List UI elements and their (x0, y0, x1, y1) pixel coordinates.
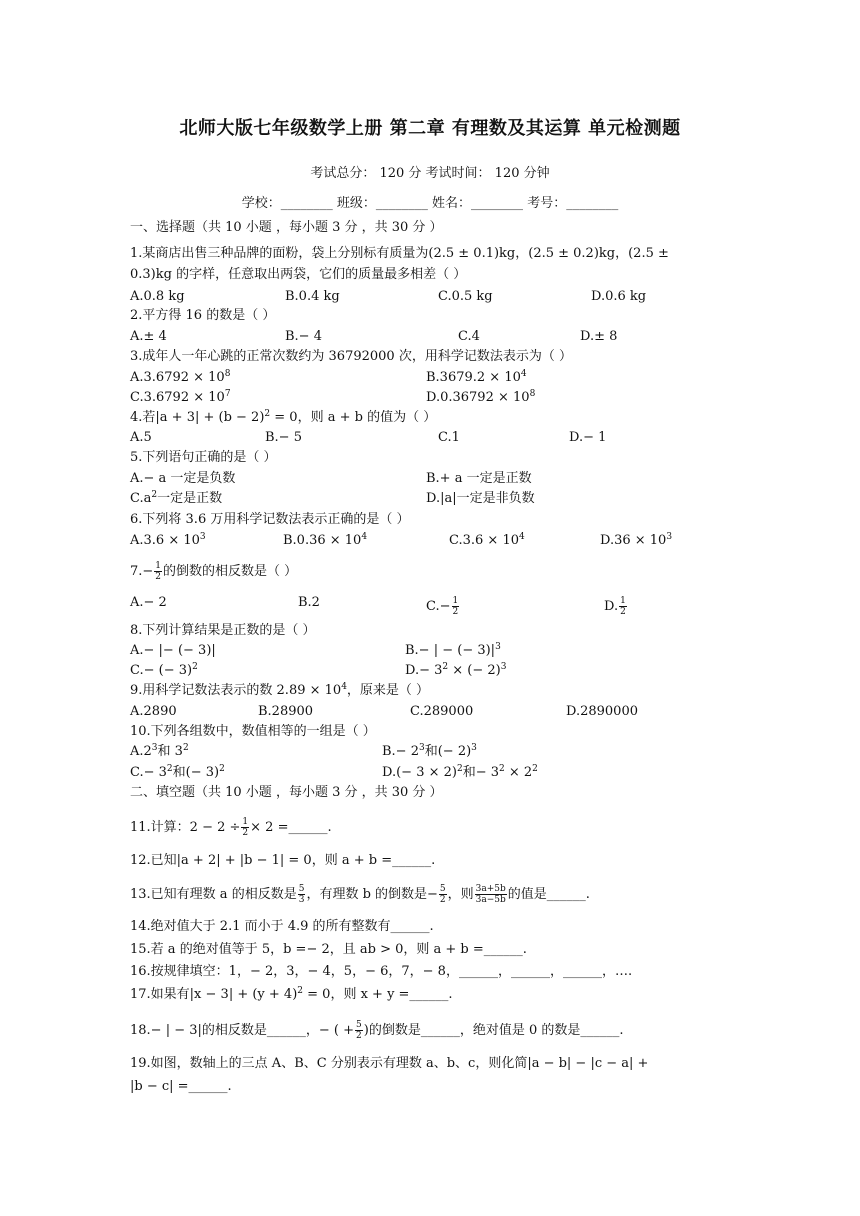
q7-fraction: $\frac{1}{2}$ (155, 561, 162, 582)
q19-line1: 19.如图，数轴上的三点 A、B、C 分别表示有理数 a、b、c，则化简|a − b| − |c − a| + (130, 1056, 649, 1071)
q8-option-c: C.− (− 3)$^2$ (130, 662, 198, 678)
q11-fraction: $\frac{1}{2}$ (242, 817, 249, 838)
section-heading-fill: 二、填空题（共 10 小题 ，每小题 3 分 ，共 30 分 ） (130, 785, 443, 800)
q12: 12.已知|a + 2| + |b − 1| = 0，则 a + b =______. (130, 853, 436, 868)
q13-fraction-3: $\frac{3a+5b}{3a-5b}$ (475, 884, 506, 905)
q10-option-c: $C.- 3^2$和(− 3)$^2$ (130, 764, 225, 780)
q4-option-a: A.5 (130, 430, 152, 445)
q16: 16.按规律填空：1，− 2，3，− 4，5，− 6，7，− 8，______，______，______，…. (130, 964, 633, 979)
q9-option-c: C.289000 (410, 704, 474, 719)
q8-option-a: A.− |− (− 3)| (130, 643, 216, 658)
q3-option-a: $A.3.6792 \times 10^8$ (130, 369, 231, 385)
q2-option-c: C.4 (458, 329, 480, 344)
q4-option-b: B.− 5 (265, 430, 302, 445)
q7-option-c: C.− $\frac{1}{2}$ (426, 596, 459, 617)
q7-option-b: B.2 (298, 595, 320, 610)
q1-option-b: B.0.4 kg (285, 289, 340, 304)
q8-option-b: B.− | − (− $3)|^3$ (405, 642, 501, 658)
q6-option-a: $A.3.6 \times 10^3$ (130, 532, 206, 548)
q1-stem-line1: 1.某商店出售三种品牌的面粉，袋上分别标有质量为(2.5 ± 0.1)kg，(2.5 ± 0.2)kg，(2.5 ± (130, 246, 669, 261)
q7-option-d-fraction: $\frac{1}{2}$ (620, 596, 626, 617)
q18-fraction: $\frac{5}{2}$ (356, 1020, 362, 1041)
q3-option-b: $B.3679.2 \times 10^4$ (426, 369, 527, 385)
q7-option-d: D. $\frac{1}{2}$ (604, 596, 626, 617)
q6-stem: 6.下列将 3.6 万用科学记数法表示正确的是（ ） (130, 512, 410, 527)
q7-option-c-fraction: $\frac{1}{2}$ (452, 596, 459, 617)
q8-stem: 8.下列计算结果是正数的是（ ） (130, 623, 316, 638)
q4-option-c: C.1 (438, 430, 460, 445)
q17: 17.如果有$|x - 3| + (y + 4)^2 = 0$，则 x + y =______. (130, 986, 453, 1002)
q9-option-a: A.2890 (130, 704, 177, 719)
q3-option-d: $D.0.36792 \times 10^8$ (426, 389, 536, 405)
q5-option-d: D.|a|一定是非负数 (426, 491, 535, 506)
q19-line2: |b − c| =______. (130, 1079, 232, 1094)
q5-option-a: A.− a 一定是负数 (130, 471, 236, 486)
q4-stem: 4.若$|a + 3| + (b - 2)^2 = 0$，则 a + b 的值为（ ） (130, 409, 437, 425)
q2-option-d: D.± 8 (580, 329, 618, 344)
q5-option-b: B.+ a 一定是正数 (426, 471, 532, 486)
q13: 13.已知有理数 a 的相反数是 $\frac{5}{3}$ ，有理数 b 的倒数是− $\frac{5}{2}$ ，则 $\frac{3a+5b}{3a-5b}$ 的值是______. (130, 884, 590, 905)
q2-option-b: B.− 4 (285, 329, 322, 344)
q1-option-c: C.0.5 kg (438, 289, 493, 304)
q1-option-d: D.0.6 kg (591, 289, 647, 304)
q1-stem-line2: 0.3)kg 的字样，任意取出两袋，它们的质量最多相差（ ） (130, 267, 467, 282)
q5-stem: 5.下列语句正确的是（ ） (130, 450, 277, 465)
q1-option-a: A.0.8 kg (130, 289, 185, 304)
q3-option-c: $C.3.6792 \times 10^7$ (130, 389, 231, 405)
q4-option-d: D.− 1 (569, 430, 607, 445)
q9-option-b: B.28900 (258, 704, 314, 719)
q6-option-d: $D.36 \times 10^3$ (600, 532, 673, 548)
q14: 14.绝对值大于 2.1 而小于 4.9 的所有整数有______. (130, 919, 434, 934)
q11: 11.计算：2 − 2 ÷ $\frac{1}{2}$ × 2 =______. (130, 817, 332, 838)
q15: 15.若 a 的绝对值等于 5，b =− 2，且 ab > 0，则 a + b =______. (130, 942, 527, 957)
q5-option-c: $C.a^2$一定是正数 (130, 490, 223, 506)
q9-stem: 9.用科学记数法表示的数 $2.89 \times 10^4$，原来是（ ） (130, 682, 430, 698)
student-info: 学校：________ 班级：________ 姓名：________ 考号：________ (241, 196, 619, 211)
q2-stem: 2.平方得 16 的数是（ ） (130, 308, 276, 323)
q6-option-b: $B.0.36 \times 10^4$ (283, 532, 368, 548)
q10-option-a: $A.2^3$和 $3^2$ (130, 743, 189, 759)
q8-option-d: $D.- 3^2$ × (− 2)$^3$ (405, 662, 507, 678)
section-heading-choice: 一、选择题（共 10 小题 ，每小题 3 分 ，共 30 分 ） (130, 220, 443, 235)
q7-option-a: A.− 2 (130, 595, 167, 610)
exam-info: 考试总分： 120 分 考试时间： 120 分钟 (310, 166, 550, 181)
q7-stem: 7.− $\frac{1}{2}$ 的倒数的相反数是（ ） (130, 561, 298, 582)
q6-option-c: $C.3.6 \times 10^4$ (449, 532, 525, 548)
q13-fraction-1: $\frac{5}{3}$ (298, 884, 305, 905)
q18: 18.− | − 3|的相反数是______，− ( + $\frac{5}{2}$ )的倒数是______，绝对值是 0 的数是______. (130, 1020, 624, 1041)
q9-option-d: D.2890000 (566, 704, 638, 719)
q10-option-d: $D.(- 3 \times 2)^2$和− $3^2 \times 2^2$ (382, 764, 538, 780)
q10-option-b: $B.- 2^3$和(− 2)$^3$ (382, 743, 477, 759)
q2-option-a: A.± 4 (130, 329, 167, 344)
q3-stem: 3.成年人一年心跳的正常次数约为 36792000 次，用科学记数法表示为（ ） (130, 349, 572, 364)
q13-fraction-2: $\frac{5}{2}$ (439, 884, 446, 905)
q10-stem: 10.下列各组数中，数值相等的一组是（ ） (130, 724, 376, 739)
page-title: 北师大版七年级数学上册 第二章 有理数及其运算 单元检测题 (179, 118, 681, 139)
